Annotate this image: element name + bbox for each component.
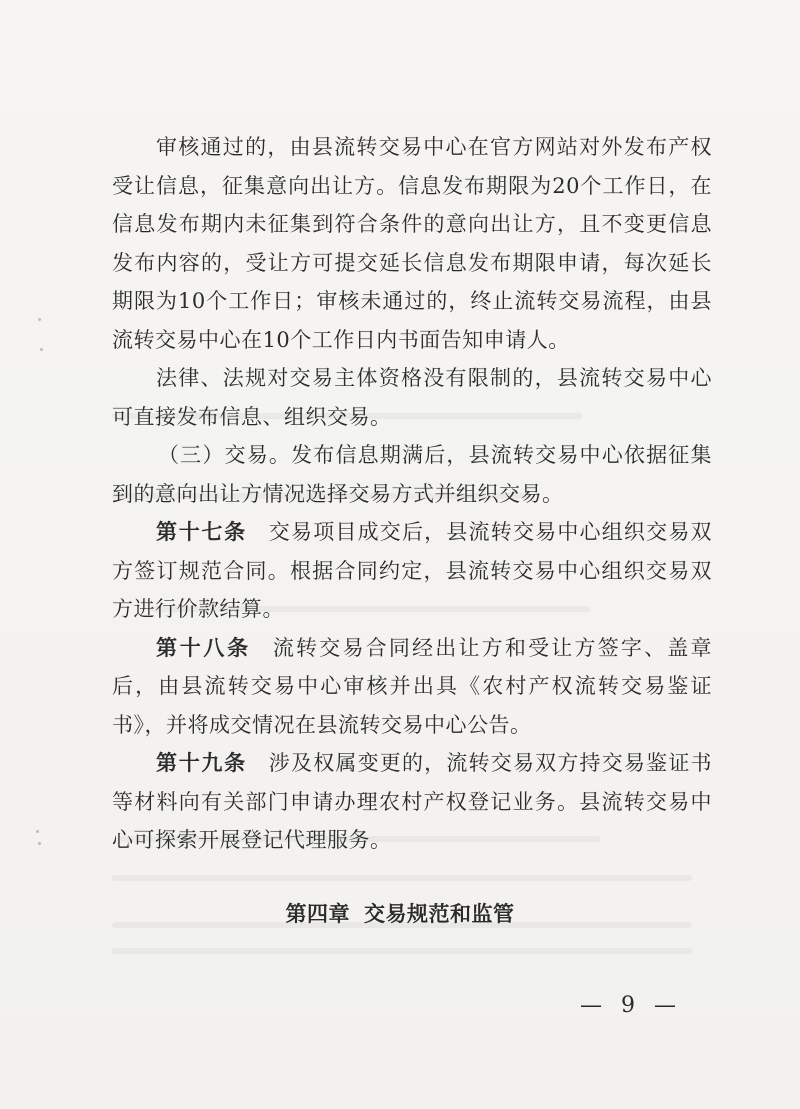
bleed-through-mark xyxy=(112,875,692,881)
article-18 xyxy=(112,629,712,745)
scan-speck xyxy=(38,318,41,321)
article-19-heading: 第十九条 xyxy=(156,751,247,775)
chapter-title: 交易规范和监管 xyxy=(364,902,515,926)
article-17 xyxy=(112,513,712,629)
scan-speck xyxy=(36,830,39,833)
chapter-heading xyxy=(0,898,800,928)
paragraph-trading: （三）交易。发布信息期满后，县流转交易中心依据征集到的意向出让方情况选择交易方式并组织交易。 xyxy=(112,443,712,506)
paragraph-legal-exemption: 法律、法规对交易主体资格没有限制的，县流转交易中心可直接发布信息、组织交易。 xyxy=(112,366,712,429)
bleed-through-mark xyxy=(112,948,692,954)
paragraph-approval: 审核通过的，由县流转交易中心在官方网站对外发布产权受让信息，征集意向出让方。信息发布期限为20个工作日，在信息发布期内未征集到符合条件的意向出让方，且不变更信息发布内容的，受让方可提交延长信息发布期限申请，每次延长期限为10个工作日；审核未通过的，终止流转交易流程，由县流转交易中心在10个工作日内书面告知申请人。 xyxy=(112,135,712,352)
article-17-heading: 第十七条 xyxy=(156,520,247,544)
scan-speck xyxy=(38,842,41,845)
scan-speck xyxy=(40,348,43,351)
article-19-text: 涉及权属变更的，流转交易双方持交易鉴证书等材料向有关部门申请办理农村产权登记业务。县流转交易中心可探索开展登记代理服务。 xyxy=(112,751,713,852)
document-body xyxy=(112,128,712,860)
page-number: — 9 — xyxy=(580,993,682,1018)
chapter-number: 第四章 xyxy=(285,902,350,926)
article-19 xyxy=(112,744,712,860)
article-18-heading: 第十八条 xyxy=(156,635,251,660)
article-18-text: 流转交易合同经出让方和受让方签字、盖章后，由县流转交易中心审核并出具《农村产权流转交易鉴证书》，并将成交情况在县流转交易中心公告。 xyxy=(112,635,713,737)
article-17-text: 交易项目成交后，县流转交易中心组织交易双方签订规范合同。根据合同约定，县流转交易中心组织交易双方进行价款结算。 xyxy=(112,520,713,621)
